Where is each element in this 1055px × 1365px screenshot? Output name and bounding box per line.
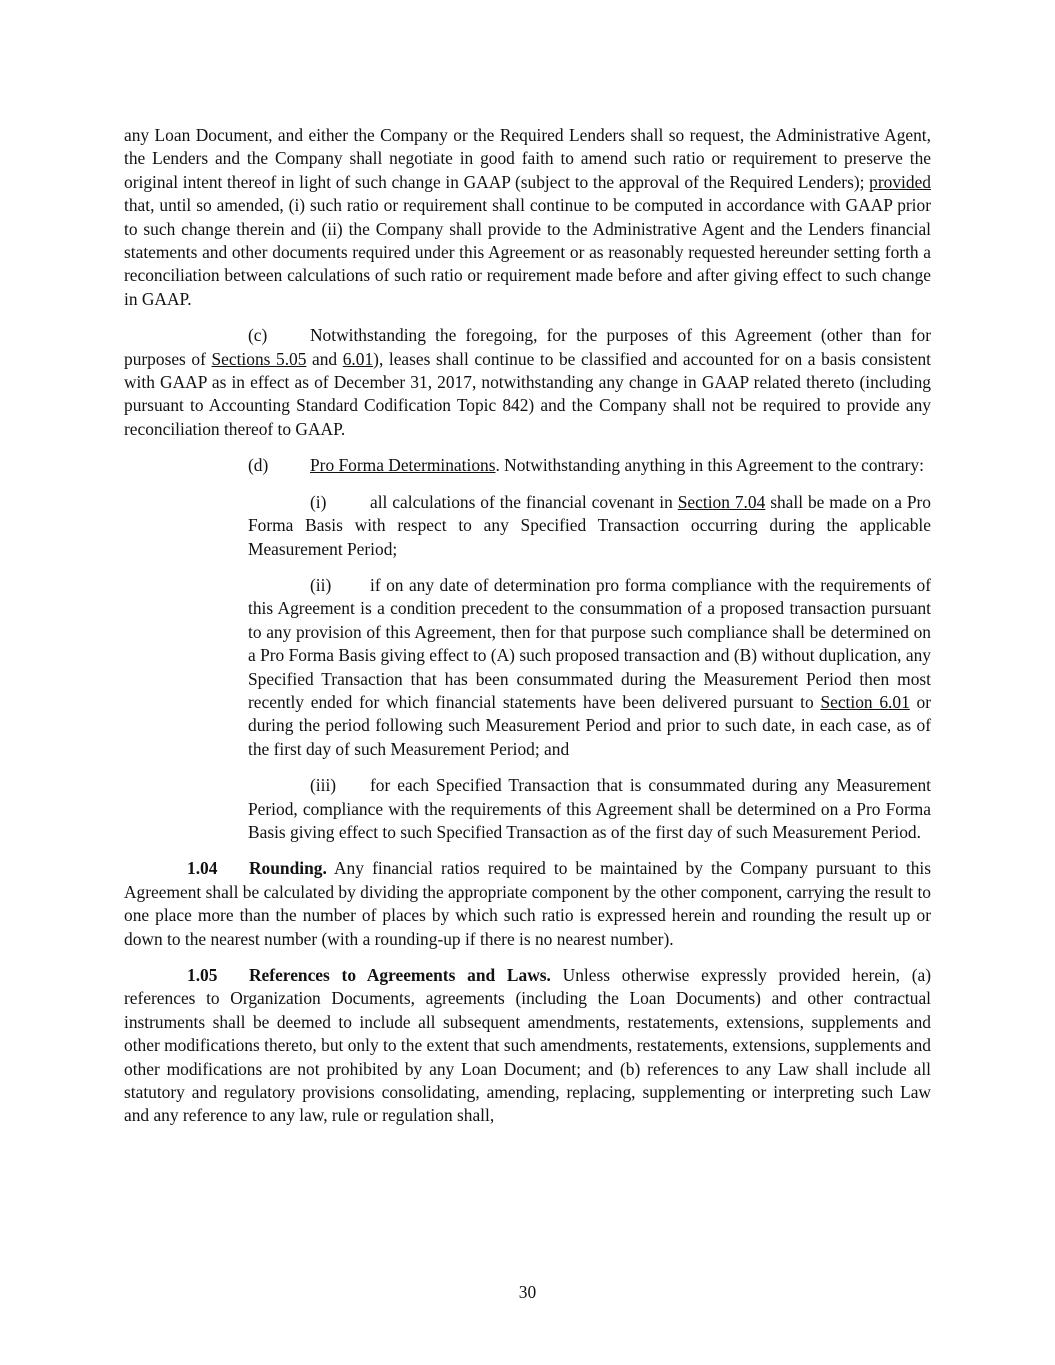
section-6-01-link: 6.01	[342, 348, 374, 369]
document-page	[124, 124, 931, 1128]
section-7-04-link: Section 7.04	[677, 491, 766, 512]
clause-c-label: (c)	[248, 325, 268, 346]
clause-d-label: (d)	[248, 455, 269, 476]
section-1-05-number: 1.05	[187, 965, 218, 985]
clause-ii-label: (ii)	[310, 574, 332, 595]
paragraph-gaap-change: any Loan Document, and either the Company or the Required Lenders shall so request, the Administrative Agent, the Lenders and the Company shall negotiate in good faith to amend such ratio or requirement to preserve the original intent thereof in light of such change in GAAP (subject to the approval of the Required Lenders); provided that, until so amended, (i) such ratio or requirement shall continue to be computed in accordance with GAAP prior to such change therein and (ii) the Company shall provide to the Administrative Agent and the Lenders financial statements and other documents required under this Agreement or as reasonably requested hereunder setting forth a reconciliation between calculations of such ratio or requirement made before and after giving effect to such change in GAAP.	[124, 125, 931, 309]
provided-term: provided	[869, 171, 931, 192]
section-1-04: 1.04 Rounding. Any financial ratios required to be maintained by the Company pursuant to this Agreement shall be calculated by dividing the appropriate component by the other component, carrying the result to one place more than the number of places by which such ratio is expressed herein and rounding the result up or down to the nearest number (with a rounding-up if there is no nearest number).	[124, 858, 931, 949]
sections-5-05-link: Sections 5.05	[211, 348, 307, 369]
clause-d-i: (i) all calculations of the financial covenant in Section 7.04 shall be made on a Pro Forma Basis with respect to any Specified Transaction occurring during the applicable Measurement Period;	[248, 491, 931, 559]
clause-iii-label: (iii)	[310, 775, 337, 796]
clause-i-label: (i)	[310, 491, 327, 512]
section-1-04-title: Rounding.	[249, 858, 327, 879]
section-1-05: 1.05 References to Agreements and Laws. Unless otherwise expressly provided herein, (a) references to Organization Documents, agreements (including the Loan Documents) and other contractual instruments shall be deemed to include all subsequent amendments, restatements, extensions, supplements and other modifications thereto, but only to the extent that such amendments, restatements, extensions, supplements and other modifications are not prohibited by any Loan Document; and (b) references to any Law shall include all statutory and regulatory provisions consolidating, amending, replacing, supplementing or interpreting such Law and any reference to any law, rule or regulation shall,	[124, 965, 931, 1126]
clause-d-ii: (ii) if on any date of determination pro forma compliance with the requirements of this Agreement is a condition precedent to the consummation of a proposed transaction pursuant to any provision of this Agreement, then for that purpose such compliance shall be determined on a Pro Forma Basis giving effect to (A) such proposed transaction and (B) without duplication, any Specified Transaction that has been consummated during the Measurement Period then most recently ended for which financial statements have been delivered pursuant to Section 6.01 or during the period following such Measurement Period and prior to such date, in each case, as of the first day of such Measurement Period; and	[248, 574, 932, 759]
pro-forma-heading: Pro Forma Determinations	[310, 455, 496, 476]
section-1-04-number: 1.04	[187, 858, 218, 879]
section-6-01-link: Section 6.01	[820, 691, 910, 712]
clause-d: (d) Pro Forma Determinations. Notwithstanding anything in this Agreement to the contrary:	[124, 454, 931, 477]
page-number: 30	[518, 1282, 537, 1302]
clause-c: (c) Notwithstanding the foregoing, for the purposes of this Agreement (other than for purposes of Sections 5.05 and 6.01), leases shall continue to be classified and accounted for on a basis consistent with GAAP as in effect as of December 31, 2017, notwithstanding any change in GAAP related thereto (including pursuant to Accounting Standard Codification Topic 842) and the Company shall not be required to provide any reconciliation thereof to GAAP.	[124, 325, 932, 439]
section-1-05-title: References to Agreements and Laws.	[249, 965, 551, 985]
clause-d-subitems	[124, 491, 931, 845]
clause-d-iii: (iii) for each Specified Transaction that is consummated during any Measurement Period, compliance with the requirements of this Agreement shall be determined on a Pro Forma Basis giving effect to such Specified Transaction as of the first day of such Measurement Period.	[248, 775, 931, 842]
